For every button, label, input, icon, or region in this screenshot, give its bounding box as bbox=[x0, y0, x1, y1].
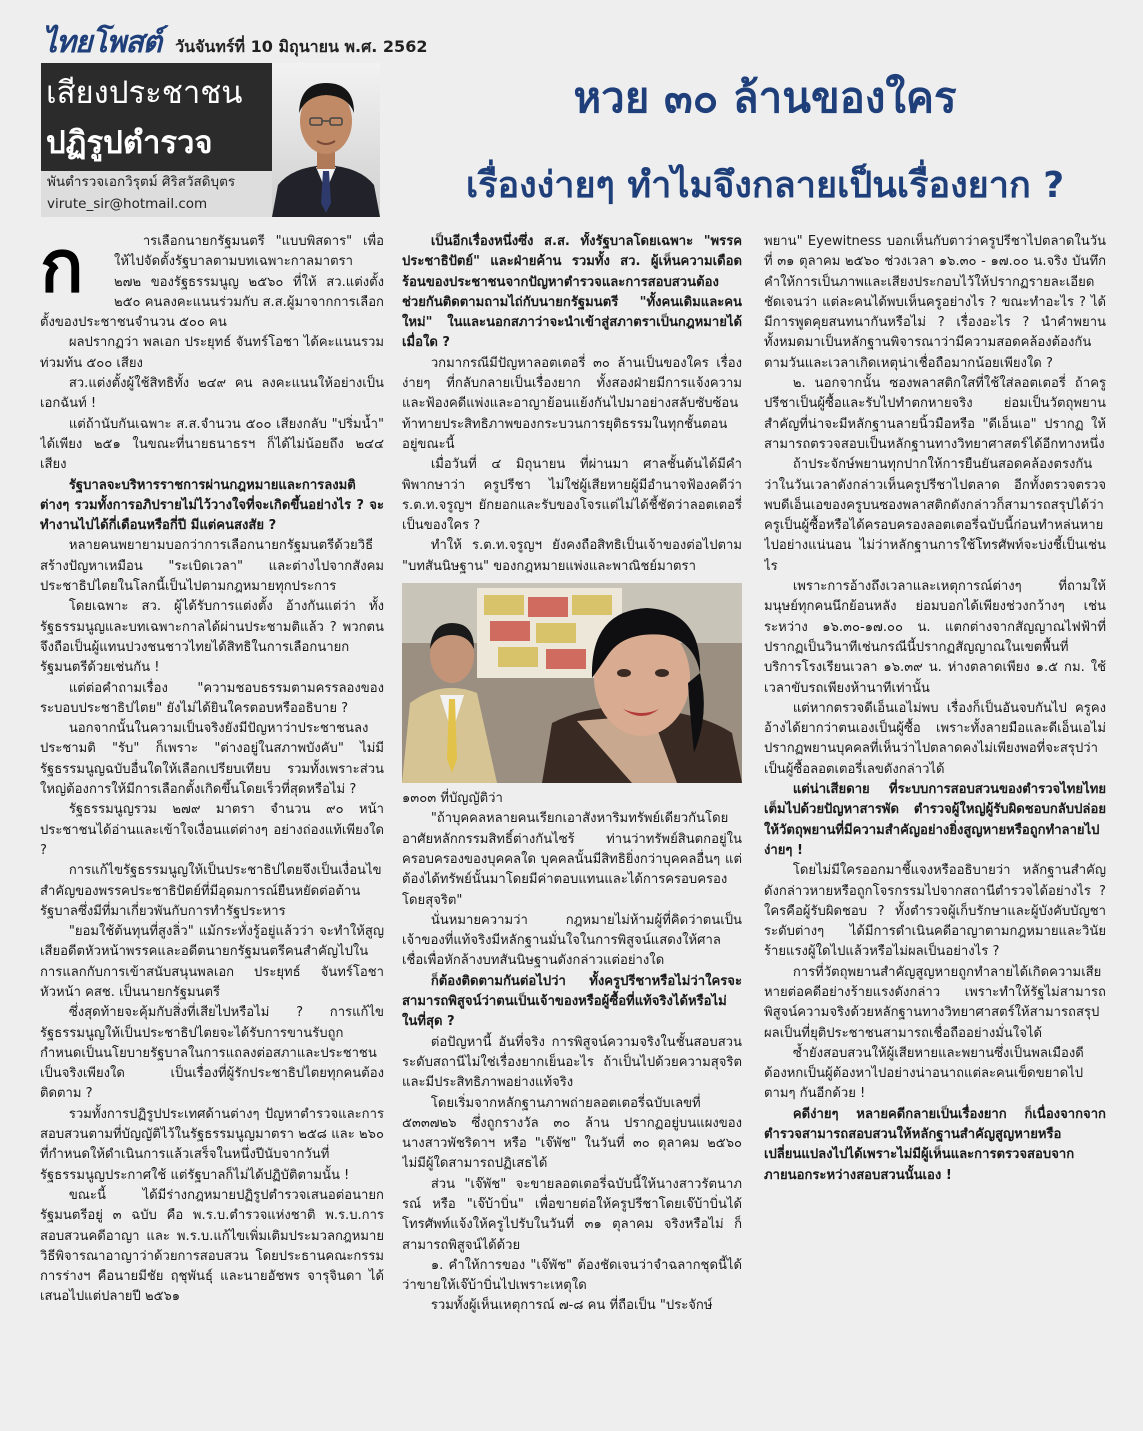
column-1-body bbox=[40, 232, 384, 1308]
paragraph: ทำให้ ร.ต.ท.จรูญฯ ยังคงถือสิทธิเป็นเจ้าของต่อไปตาม "บทสันนิษฐาน" ของกฎหมายแพ่งและพาณิชย์มาตรา bbox=[402, 538, 742, 574]
paragraph: วกมากรณีมีปัญหาลอตเตอรี่ ๓๐ ล้านเป็นของใคร เรื่องง่ายๆ ที่กลับกลายเป็นเรื่องยาก ทั้งสองฝ่ายมีการแจ้งความและฟ้องคดีแพ่งและอาญาย้อนแย้งกันไปมาอย่างสลับซับซ้อนท้าทายประสิทธิภาพของกระบวนการยุติธรรมในทุกชั้นตอนอยู่ขณะนี้ bbox=[402, 355, 742, 452]
article-column-2 bbox=[402, 232, 742, 1402]
headline-line2: เรื่องง่ายๆ ทำไมจึงกลายเป็นเรื่องยาก ? bbox=[465, 165, 1065, 206]
column-name-line1: เสียงประชาชน bbox=[46, 75, 243, 111]
paragraph: โดยเริ่มจากหลักฐานภาพถ่ายลอตเตอรี่ฉบับเลขที่ ๕๓๓๗๒๖ ซึ่งถูกรางวัล ๓๐ ล้าน ปรากฏอยู่บนแผงของนางสาวพัชริดาฯ หรือ "เจ๊พัช" ในวันที่ ๓๐ ตุลาคม ๒๕๖๐ ไม่มีผู้ใดสามารถปฏิเสธได้ bbox=[402, 1095, 742, 1172]
paragraph: ารเลือกนายกรัฐมนตรี "แบบพิสดาร" เพื่อให้ไปจัดตั้งรัฐบาลตามบทเฉพาะกาลมาตรา ๒๗๒ ของรัฐธรรมนูญ ๒๕๖๐ ที่ให้ สว.แต่งตั้ง ๒๕๐ คนลงคะแนนร่วมกับ ส.ส.ผู้มาจากการเลือกตั้งของประชาชนจำนวน ๕๐๐ คน bbox=[40, 234, 384, 331]
paragraph: โดยเฉพาะ สว. ผู้ได้รับการแต่งตั้ง อ้างกันแต่ว่า ทั้งรัฐธรรมนูญและบทเฉพาะกาลได้ผ่านประชามติแล้ว ? พวกตนจึงถือเป็นผู้แทนปวงชนชาวไทยได้สิทธิในการเลือกนายกรัฐมนตรีด้วยเช่นกัน ! bbox=[40, 599, 384, 676]
paragraph: ก็ต้องติดตามกันต่อไปว่า ทั้งครูปรีชาหรือไม่ว่าใครจะสามารถพิสูจน์ว่าตนเป็นเจ้าของหรือผู้ซื้อที่แท้จริงได้หรือไม่ในที่สุด ? bbox=[402, 973, 742, 1030]
paragraph: ถ้าประจักษ์พยานทุกปากให้การยืนยันสอดคล้องตรงกันว่าในวันเวลาดังกล่าวเห็นครูปรีชาไปตลาด อีกทั้งตรวจตรวจพบดีเอ็นเอของครูบนซองพลาสติกดังกล่าวก็สามารถสรุปได้ว่า ครูเป็นผู้ซื้อหรือได้ครอบครองลอตเตอรี่ฉบับนี้ก่อนทำหล่นหายไปอย่างแน่นอน ไม่ว่าหลักฐานการใช้โทรศัพท์จะบ่งชี้เป็นเช่นไร bbox=[764, 457, 1106, 574]
paragraph: นั่นหมายความว่า กฎหมายไม่ห้ามผู้ที่คิดว่าตนเป็นเจ้าของที่แท้จริงมีหลักฐานมั่นใจในการพิสูจน์แสดงให้ศาลเชื่อเพื่อหักล้างบทสันนิษฐานดังกล่าวแต่อย่างใด bbox=[402, 912, 742, 969]
masthead bbox=[42, 26, 427, 58]
paragraph: เพราะการอ้างถึงเวลาและเหตุการณ์ต่างๆ ที่ถามให้มนุษย์ทุกคนนึกย้อนหลัง ย่อมบอกได้เพียงช่วงกว้างๆ เช่น ระหว่าง ๑๖.๓๐-๑๗.๐๐ น. แตกต่างจากสัญญาณไฟฟ้าที่ปรากฏเป็นวินาทีเช่นกรณีนี้ปรากฏสัญญาณในเขตพื้นที่บริการโรงเรียนเวลา ๑๖.๓๙ น. ห่างตลาดเพียง ๑.๕ กม. ใช้เวลาขับรถเพียงห้านาทีเท่านั้น bbox=[764, 579, 1106, 696]
paragraph: การที่วัตถุพยานสำคัญสูญหายถูกทำลายได้เกิดความเสียหายต่อคดีอย่างร้ายแรงดังกล่าว เพราะทำให้รัฐไม่สามารถพิสูจน์ความจริงด้วยหลักฐานทางวิทยาศาสตร์ให้สามารถสรุปผลเป็นที่ยุติประชาชนสามารถเชื่อถืออย่างมั่นใจได้ bbox=[764, 964, 1106, 1041]
paragraph: ๑. คำให้การของ "เจ๊พัช" ต้องชัดเจนว่าจำฉลากชุดนี้ได้ว่าขายให้เจ๊บ้าบิ่นไปเพราะเหตุใด bbox=[402, 1257, 742, 1294]
drop-cap: ก bbox=[40, 232, 84, 308]
paragraph: คดีง่ายๆ หลายคดีกลายเป็นเรื่องยาก ก็เนื่องจากจากตำรวจสามารถสอบสวนให้หลักฐานสำคัญสูญหายหรือเปลี่ยนแปลงไปได้เพราะไม่มีผู้เห็นและการตรวจสอบจากภายนอกระหว่างสอบสวนนั้นเอง ! bbox=[764, 1106, 1106, 1183]
column-2-body-bottom bbox=[402, 789, 742, 1317]
author-block bbox=[41, 171, 272, 217]
paragraph: ผลปรากฏว่า พลเอก ประยุทธ์ จันทร์โอชา ได้คะแนนรวมท่วมท้น ๕๐๐ เสียง bbox=[40, 335, 384, 371]
paragraph: สว.แต่งตั้งผู้ใช้สิทธิทั้ง ๒๔๙ คน ลงคะแนนให้อย่างเป็นเอกฉันท์ ! bbox=[40, 376, 384, 412]
paragraph: รัฐบาลจะบริหารราชการผ่านกฎหมายและการลงมติต่างๆ รวมทั้งการอภิปรายไม่ไว้วางใจที่จะเกิดขึ้นอย่างไร ? จะทำงานไปได้กี่เดือนหรือกี่ปี มีแต่คนสงสัย ? bbox=[40, 477, 384, 534]
newspaper-logo: ไทยโพสต์ bbox=[42, 25, 162, 60]
paragraph: นอกจากนั้นในความเป็นจริงยังมีปัญหาว่าประชาชนลงประชามติ "รับ" ก็เพราะ "ต่างอยู่ในสภาพบังคับ" ไม่มีรัฐธรรมนูญฉบับอื่นใดให้เลือกเปรียบเทียบ รวมทั้งเพราะส่วนใหญ่ต้องการให้มีการเลือกตั้งเกิดขึ้นโดยเร็วที่สุดหรือไม่ ? bbox=[40, 721, 384, 798]
paragraph: รวมทั้งผู้เห็นเหตุการณ์ ๗-๘ คน ที่ถือเป็น "ประจักษ์ bbox=[430, 1298, 713, 1314]
column-2-body-top bbox=[402, 232, 742, 577]
news-photo-illustration bbox=[402, 583, 742, 783]
paragraph: ซึ่งสุดท้ายจะคุ้มกับสิ่งที่เสียไปหรือไม่ ? การแก้ไขรัฐธรรมนูญให้เป็นประชาธิปไตยจะได้รับการขานรับถูกกำหนดเป็นนโยบายรัฐบาลในการแถลงต่อสภาและประชาชนเป็นจริงเพียงใด เป็นเรื่องที่ผู้รักประชาธิปไตยทุกคนต้องติดตาม ? bbox=[40, 1005, 384, 1102]
article-column-1 bbox=[40, 232, 384, 1402]
paragraph: ๑๓๐๓ ที่บัญญัติว่า bbox=[402, 791, 503, 807]
column-3-body bbox=[764, 232, 1106, 1186]
news-photo bbox=[402, 583, 742, 783]
headline-line1: หวย ๓๐ ล้านของใคร bbox=[573, 73, 957, 122]
paragraph: แต่น่าเสียดาย ที่ระบบการสอบสวนของตำรวจไทยไทยเต็มไปด้วยปัญหาสารพัด ตำรวจผู้ใหญ่ผู้รับผิดชอบกลับปล่อยให้วัตถุพยานที่มีความสำคัญอย่างยิ่งสูญหายหรือถูกทำลายไปง่ายๆ ! bbox=[764, 782, 1106, 858]
paragraph: การแก้ไขรัฐธรรมนูญให้เป็นประชาธิปไตยจึงเป็นเงื่อนไขสำคัญของพรรคประชาธิปัตย์ที่มีอุดมการณ์ยืนหยัดต่อต้านรัฐบาลซึ่งมีที่มาเกี่ยวพันกับการทำรัฐประหาร bbox=[40, 863, 382, 919]
paragraph: ต่อปัญหานี้ อันที่จริง การพิสูจน์ความจริงในชั้นสอบสวนระดับสถานีไม่ใช่เรื่องยากเย็นอะไร ถ้าเป็นไปด้วยความสุจริตและมีประสิทธิภาพอย่างแท้จริง bbox=[402, 1034, 742, 1091]
author-name: พันตำรวจเอกวิรุตม์ ศิริสวัสดิบุตร bbox=[47, 174, 236, 190]
column-header bbox=[41, 63, 380, 217]
issue-date: วันจันทร์ที่ 10 มิถุนายน พ.ศ. 2562 bbox=[175, 37, 428, 56]
paragraph: แต่ถ้านับกันเฉพาะ ส.ส.จำนวน ๕๐๐ เสียงกลับ "ปริ่มน้ำ" ได้เพียง ๒๕๑ ในขณะที่นายธนาธรฯ ก็ได้ไม่น้อยถึง ๒๔๔ เสียง bbox=[40, 416, 384, 473]
paragraph: "ถ้าบุคคลหลายคนเรียกเอาสังหาริมทรัพย์เดียวกันโดยอาศัยหลักกรรมสิทธิ์ต่างกันไซร้ ท่านว่าทรัพย์สินตกอยู่ในครอบครองของบุคคลใด บุคคลนั้นมีสิทธิยิ่งกว่าบุคคลอื่นๆ แต่ต้องได้ทรัพย์นั้นมาโดยมีค่าตอบแทนและได้การครอบครองโดยสุจริต" bbox=[402, 811, 742, 908]
column-title-block bbox=[41, 63, 272, 217]
paragraph: รัฐธรรมนูญรวม ๒๗๙ มาตรา จำนวน ๙๐ หน้า ประชาชนได้อ่านและเข้าใจเงื่อนแต่ต่างๆ อย่างถ่องแท้เพียงใด ? bbox=[40, 802, 384, 858]
author-email: virute_sir@hotmail.com bbox=[47, 196, 208, 212]
paragraph: ส่วน "เจ๊พัช" จะขายลอตเตอรี่ฉบับนี้ให้นางสาวรัตนาภรณ์ หรือ "เจ๊บ้าบิ่น" เพื่อขายต่อให้ครูปรีชาโดยเจ๊บ้าบิ่นได้โทรศัพท์แจ้งให้ครูไปรับในวันที่ ๓๑ ตุลาคม จริงหรือไม่ ก็สามารถพิสูจน์ได้ด้วย bbox=[402, 1176, 742, 1253]
paragraph: หลายคนพยายามบอกว่าการเลือกนายกรัฐมนตรีด้วยวิธีสร้างปัญหาเหมือน "ระเบิดเวลา" และต่างไปจากสังคมประชาธิปไตยในโลกนี้เป็นไปตามกฎหมายทุกประการ bbox=[40, 538, 384, 595]
paragraph: ขณะนี้ ได้มีร่างกฎหมายปฏิรูปตำรวจเสนอต่อนายกรัฐมนตรีอยู่ ๓ ฉบับ คือ พ.ร.บ.ตำรวจแห่งชาติ พ.ร.บ.การสอบสวนคดีอาญา และ พ.ร.บ.แก้ไขเพิ่มเติมประมวลกฎหมายวิธีพิจารณาอาญาว่าด้วยการสอบสวน โดยประธานคณะกรรมการร่างฯ คือนายมีชัย ฤชุพันธุ์ และนายอัชพร จารุจินดา ได้เสนอไปแต่ปลายปี ๒๕๖๑ bbox=[40, 1187, 384, 1305]
paragraph: พยาน" Eyewitness บอกเห็นกับตาว่าครูปรีชาไปตลาดในวันที่ ๓๑ ตุลาคม ๒๕๖๐ ช่วงเวลา ๑๖.๓๐ - ๑๗.๐๐ น.จริง บันทึกคำให้การเป็นภาพและเสียงประกอบไว้ให้ปรากฏรายละเอียดชัดเจนว่า แต่ละคนได้พบเห็นครูอย่างไร ? ขณะทำอะไร ? ได้มีการพูดคุยสนทนากันหรือไม่ ? เรื่องอะไร ? นำคำพยานทั้งหมดมาเป็นหลักฐานพิจารณาว่ามีความสอดคล้องต้องกันตามวันและเวลาเกิดเหตุน่าเชื่อถือมากน้อยเพียงใด ? bbox=[764, 234, 1106, 371]
paragraph: แต่ต่อคำถามเรื่อง "ความชอบธรรมตามครรลองของระบอบประชาธิปไตย" ยังไม่ได้ยินใครตอบหรืออธิบาย ? bbox=[40, 680, 384, 716]
column-name-line2: ปฏิรูปตำรวจ bbox=[46, 125, 213, 161]
article-column-3 bbox=[764, 232, 1106, 1402]
paragraph: แต่หากตรวจดีเอ็นเอไม่พบ เรื่องก็เป็นอันจบกันไป ครูคงอ้างได้ยากว่าตนเองเป็นผู้ซื้อ เพราะทั้งลายมือและดีเอ็นเอไม่ปรากฏพยานบุคคลที่เห็นว่าไปตลาดคงไม่เพียงพอที่จะสรุปว่าเป็นผู้ซื้อลอตเตอรี่เลขดังกล่าวได้ bbox=[764, 700, 1106, 777]
paragraph: "ยอมใช้ต้นทุนที่สูงลิ่ว" แม้กระทั่งรู้อยู่แล้วว่า จะทำให้สูญเสียอดีตหัวหน้าพรรคและอดีตนายกรัฐมนตรีคนสำคัญไปในการแลกกับการเข้าสนับสนุนพลเอก ประยุทธ์ จันทร์โอชา หัวหน้า คสช. เป็นนายกรัฐมนตรี bbox=[40, 924, 384, 1000]
paragraph: เป็นอีกเรื่องหนึ่งซึ่ง ส.ส. ทั้งรัฐบาลโดยเฉพาะ "พรรคประชาธิปัตย์" และฝ่ายค้าน รวมทั้ง สว. ผู้เห็นความเดือดร้อนของประชาชนจากปัญหาตำรวจและการสอบสวนต้องช่วยกันติดตามถามไถ่กับนายกรัฐมนตรี "ทั้งคนเดิมและคนใหม่" ในและนอกสภาว่าจะนำเข้าสู่สภาตราเป็นกฎหมายได้เมื่อใด ? bbox=[402, 234, 742, 351]
paragraph: ซ้ำยังสอบสวนให้ผู้เสียหายและพยานซึ่งเป็นพลเมืองดีต้องหกเป็นผู้ต้องหาไปอย่างน่าอนาถแต่ละคนเข็ดขยาดไปตามๆ กันอีกด้วย ! bbox=[764, 1045, 1084, 1102]
paragraph: เมื่อวันที่ ๔ มิถุนายน ที่ผ่านมา ศาลชั้นต้นได้มีคำพิพากษาว่า ครูปรีชา ไม่ใช่ผู้เสียหายผู้มีอำนาจฟ้องคดีว่า ร.ต.ท.จรูญฯ ยักยอกและรับของโจรแต่ไม่ได้ชี้ชัดว่าลอตเตอรี่เป็นของใคร ? bbox=[402, 457, 742, 534]
author-portrait bbox=[272, 63, 380, 217]
paragraph: ๒. นอกจากนั้น ซองพลาสติกใสที่ใช้ใส่ลอตเตอรี่ ถ้าครูปรีชาเป็นผู้ซื้อและรับไปทำตกหายจริง ย่อมเป็นวัตถุพยานสำคัญที่น่าจะมีหลักฐานลายนิ้วมือหรือ "ดีเอ็นเอ" ปรากฏ ให้สามารถตรวจสอบเป็นหลักฐานทางวิทยาศาสตร์ได้อีกทางหนึ่ง bbox=[764, 376, 1106, 452]
author-portrait-illustration bbox=[272, 63, 380, 217]
paragraph: รวมทั้งการปฏิรูปประเทศด้านต่างๆ ปัญหาตำรวจและการสอบสวนตามที่บัญญัติไว้ในรัฐธรรมนูญมาตรา ๒๕๘ และ ๒๖๐ ที่กำหนดให้ดำเนินการแล้วเสร็จในหนึ่งปีนับจากวันที่รัฐธรรมนูญประกาศใช้ แต่รัฐบาลก็ไม่ได้ปฏิบัติตามนั้น ! bbox=[40, 1106, 384, 1183]
paragraph: โดยไม่มีใครออกมาชี้แจงหรืออธิบายว่า หลักฐานสำคัญดังกล่าวหายหรือถูกโจรกรรมไปจากสถานีตำรวจได้อย่างไร ? ใครคือผู้รับผิดชอบ ? ทั้งตำรวจผู้เก็บรักษาและผู้บังคับบัญชาระดับต่างๆ ได้มีการดำเนินคดีอาญาตามกฎหมายและวินัยร้ายแรงผู้ใดไปแล้วหรือไม่ผลเป็นอย่างไร ? bbox=[764, 863, 1106, 960]
